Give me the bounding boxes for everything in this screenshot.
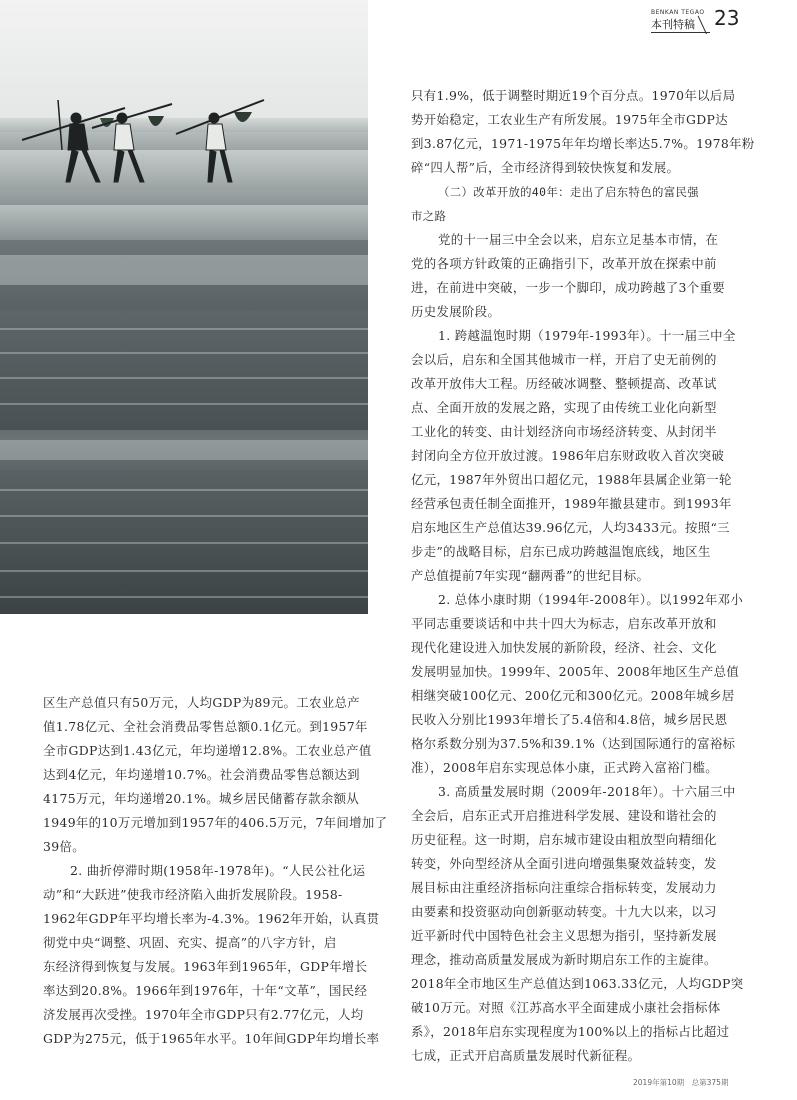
text-line: 势开始稳定，工农业生产有所发展。1975年全市GDP达 — [411, 112, 728, 127]
text-line: 3. 高质量发展时期（2009年-2018年）。十六届三中 — [438, 784, 736, 799]
text-line: 动”和“大跃进”使我市经济陷入曲折发展阶段。1958- — [43, 887, 343, 902]
text-line: 产总值提前7年实现“翻两番”的世纪目标。 — [411, 568, 650, 583]
text-line: 平同志重要谈话和中共十四大为标志，启东改革开放和 — [411, 616, 717, 631]
text-line: 只有1.9%，低于调整时期近19个百分点。1970年以后局 — [411, 88, 736, 103]
text-line: 七成，正式开启高质量发展时代新征程。 — [411, 1048, 641, 1063]
text-line: 现代化建设进入加快发展的新阶段，经济、社会、文化 — [411, 640, 717, 655]
text-line: 会以后，启东和全国其他城市一样，开启了史无前例的 — [411, 352, 717, 367]
tidal-flat-photo — [0, 0, 368, 614]
page-number: 23 — [714, 6, 740, 30]
text-line: 率达到20.8%。1966年到1976年，十年“文革”，国民经 — [43, 983, 368, 998]
text-line: 彻党中央“调整、巩固、充实、提高”的八字方针，启 — [43, 935, 337, 950]
text-line: 1962年GDP年平均增长率为-4.3%。1962年开始，认真贯 — [43, 911, 380, 926]
text-line: 东经济得到恢复与发展。1963年到1965年，GDP年增长 — [43, 959, 368, 974]
text-line: 理念，推动高质量发展成为新时期启东工作的主旋律。 — [411, 952, 717, 967]
text-line: 历史征程。这一时期，启东城市建设由粗放型向精细化 — [411, 832, 717, 847]
text-line: 区生产总值只有50万元，人均GDP为89元。工农业总产 — [43, 695, 360, 710]
text-line: 转变，外向型经济从全面引进向增强集聚效益转变，发 — [411, 856, 717, 871]
text-line: 封闭向全方位开放过渡。1986年启东财政收入首次突破 — [411, 448, 725, 463]
text-line: 4175万元，年均递增20.1%。城乡居民储蓄存款余额从 — [43, 791, 360, 806]
text-line: 2. 总体小康时期（1994年-2008年）。以1992年邓小 — [438, 592, 744, 607]
text-line: 39倍。 — [43, 839, 85, 854]
issue-footer: 2019年第10期 总第375期 — [633, 1078, 729, 1087]
text-line: 全会后，启东正式开启推进科学发展、建设和谐社会的 — [411, 808, 717, 823]
text-line: 进，在前进中突破，一步一个脚印，成功跨越了3个重要 — [411, 280, 726, 295]
text-line: 系》，2018年启东实现程度为100%以上的指标占比超过 — [411, 1024, 730, 1039]
text-line: 到3.87亿元，1971-1975年年均增长率达5.7%。1978年粉 — [411, 136, 755, 151]
text-line: 工业化的转变、由计划经济向市场经济转变、从封闭半 — [411, 424, 717, 439]
text-line: 准），2008年启东实现总体小康，正式跨入富裕门槛。 — [411, 760, 719, 775]
text-line: 1949年的10万元增加到1957年的406.5万元，7年间增加了 — [43, 815, 388, 830]
text-line: 经营承包责任制全面推开，1989年撤县建市。到1993年 — [411, 496, 732, 511]
text-line: 民收入分别比1993年增长了5.4倍和4.8倍，城乡居民恩 — [411, 712, 728, 727]
header-rule — [651, 32, 710, 33]
text-line: GDP为275元，低于1965年水平。10年间GDP年均增长率 — [43, 1031, 380, 1046]
text-line: 达到4亿元，年均递增10.7%。社会消费品零售总额达到 — [43, 767, 360, 782]
text-line: 步走”的战略目标，启东已成功跨越温饱底线，地区生 — [411, 544, 711, 559]
text-line: 由要素和投资驱动向创新驱动转变。十九大以来，以习 — [411, 904, 717, 919]
text-line: 亿元，1987年外贸出口超亿元，1988年县属企业第一轮 — [411, 472, 732, 487]
section-heading: 市之路 — [411, 209, 447, 223]
text-line: 格尔系数分别为37.5%和39.1%（达到国际通行的富裕标 — [411, 736, 736, 751]
text-line: 破10万元。对照《江苏高水平全面建成小康社会指标体 — [411, 1000, 721, 1015]
text-line: 近平新时代中国特色社会主义思想为指引，坚持新发展 — [411, 928, 717, 943]
column-name-en: BENKAN TEGAO — [651, 9, 705, 16]
fishermen-silhouettes — [0, 0, 368, 614]
column-name-cn: 本刊特稿 — [651, 18, 695, 31]
text-line: 启东地区生产总值达39.96亿元，人均3433元。按照“三 — [411, 520, 730, 535]
text-line: 发展明显加快。1999年、2005年、2008年地区生产总值 — [411, 664, 740, 679]
text-line: 相继突破100亿元、200亿元和300亿元。2008年城乡居 — [411, 688, 735, 703]
text-line: 历史发展阶段。 — [411, 304, 501, 319]
text-line: 济发展再次受挫。1970年全市GDP只有2.77亿元，人均 — [43, 1007, 364, 1022]
text-line: 2. 曲折停滞时期(1958年-1978年)。“人民公社化运 — [70, 863, 366, 878]
text-line: 1. 跨越温饱时期（1979年-1993年）。十一届三中全 — [438, 328, 736, 343]
text-line: 展目标由注重经济指标向注重综合指标转变，发展动力 — [411, 880, 717, 895]
text-line: 值1.78亿元、全社会消费品零售总额0.1亿元。到1957年 — [43, 719, 368, 734]
text-line: 党的十一届三中全会以来，启东立足基本市情，在 — [438, 232, 719, 247]
section-heading: （二）改革开放的40年：走出了启东特色的富民强 — [438, 185, 699, 199]
text-line: 碎“四人帮”后，全市经济得到较快恢复和发展。 — [411, 160, 680, 175]
text-line: 全市GDP达到1.43亿元，年均递增12.8%。工农业总产值 — [43, 743, 372, 758]
text-line: 点、全面开放的发展之路，实现了由传统工业化向新型 — [411, 400, 717, 415]
text-line: 2018年全市地区生产总值达到1063.33亿元，人均GDP突 — [411, 976, 744, 991]
text-line: 党的各项方针政策的正确指引下，改革开放在探索中前 — [411, 256, 717, 271]
text-line: 改革开放伟大工程。历经破冰调整、整顿提高、改革试 — [411, 376, 717, 391]
